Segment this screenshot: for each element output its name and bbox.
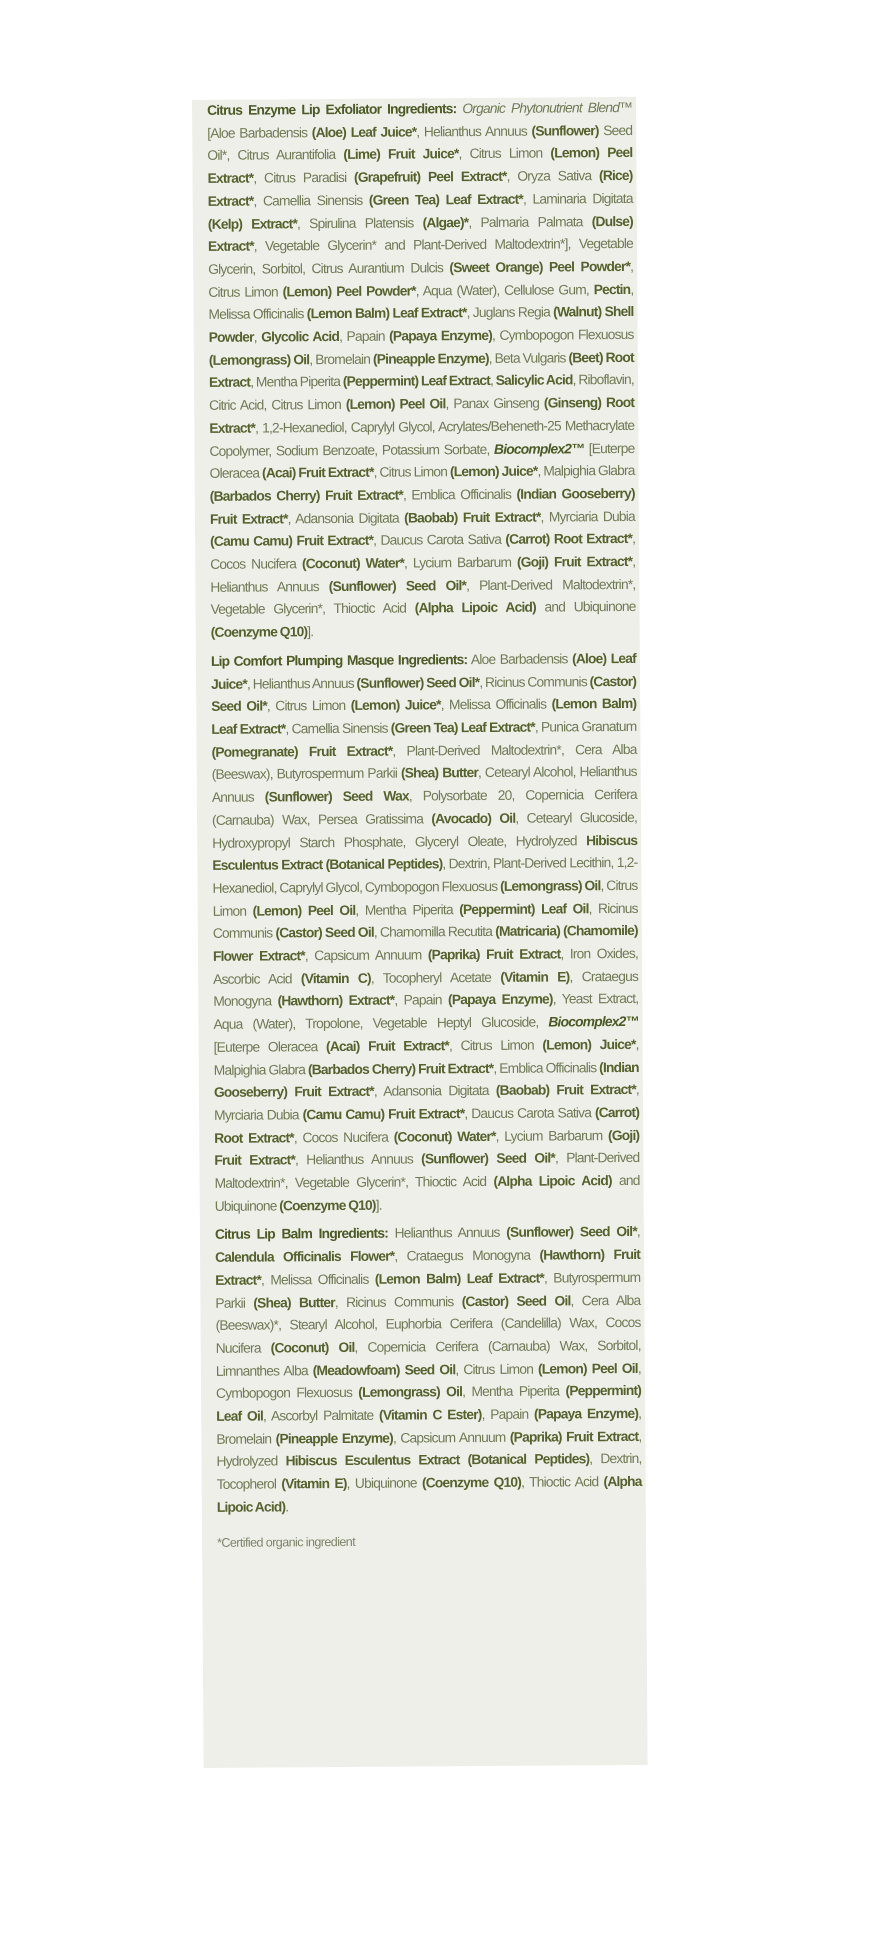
- section-heading: Citrus Enzyme Lip Exfoliator Ingredients:: [207, 101, 457, 118]
- ingredient-text: , Cymbopogon Flexuosus: [491, 326, 634, 343]
- ingredient-highlight: (Castor) Seed Oil: [461, 1292, 571, 1309]
- ingredient-text: , Melissa Officinalis: [208, 281, 634, 323]
- ingredient-highlight: (Coenzyme Q10): [279, 1197, 376, 1214]
- ingredient-text: Helianthus Annuus: [387, 1225, 507, 1242]
- footnote: *Certified organic ingredient: [217, 1534, 356, 1550]
- ingredient-text: , Camellia Sinensis: [285, 720, 391, 737]
- ingredient-highlight: Hibiscus Esculentus Extract (Botanical Peptides): [212, 832, 638, 874]
- section-heading: Lip Comfort Plumping Masque Ingredients:: [210, 651, 468, 669]
- ingredient-highlight: (Coenzyme Q10): [421, 1474, 522, 1491]
- ingredient-highlight: (Baobab) Fruit Extract*: [495, 1082, 636, 1099]
- ingredient-highlight: (Meadowfoam) Seed Oil: [312, 1361, 456, 1378]
- ingredient-highlight: (Lemon) Peel Oil: [537, 1360, 638, 1377]
- ingredient-trademark: Organic Phytonutrient Blend™: [462, 99, 633, 117]
- ingredient-text: , Helianthus Annuus: [294, 1151, 422, 1168]
- ingredient-highlight: (Walnut) Shell Powder: [208, 304, 634, 345]
- ingredient-text: , Myrciaria Dubia: [540, 508, 635, 525]
- ingredient-text: , Mentha Piperita: [355, 901, 460, 918]
- ingredient-text: , Mentha Piperita: [250, 374, 343, 391]
- ingredient-highlight: Hibiscus Esculentus Extract (Botanical Peptides): [285, 1451, 590, 1469]
- ingredient-text: , Capsicum Annuum: [392, 1429, 510, 1446]
- ingredient-highlight: (Goji) Fruit Extract*: [214, 1127, 640, 1169]
- ingredient-text: and Ubiquinone: [214, 1172, 640, 1214]
- ingredient-text: , Citrus Limon: [212, 877, 638, 919]
- ingredient-highlight: (Ginseng) Root Extract*: [209, 395, 635, 436]
- ingredient-text: .: [285, 1499, 289, 1515]
- ingredient-highlight: (Sunflower) Seed Oil*: [328, 577, 467, 594]
- ingredient-text: , Chamomilla Recutita: [373, 924, 496, 941]
- ingredient-text: , Citrus Limon: [455, 1361, 539, 1377]
- ingredient-highlight: (Sweet Orange) Peel Powder*: [449, 258, 631, 276]
- ingredient-text: , Melissa Officinalis: [260, 1271, 375, 1288]
- ingredient-text: , Citrus Limon: [458, 145, 551, 162]
- ingredient-highlight: (Papaya Enzyme): [533, 1405, 639, 1422]
- ingredient-highlight: (Camu Camu) Fruit Extract*: [210, 533, 374, 550]
- ingredient-highlight: [494, 441, 584, 457]
- ingredient-text: , Hydrolyzed: [216, 1428, 642, 1470]
- ingredient-highlight: (Lemongrass) Oil: [500, 878, 601, 894]
- ingredient-text: , Papain: [481, 1406, 535, 1423]
- ingredient-highlight: (Peppermint) Leaf Extract: [342, 373, 491, 390]
- ingredient-text: ].: [375, 1197, 382, 1213]
- ingredient-trademark: Biocomplex2™: [493, 440, 585, 457]
- ingredient-text: , Helianthus Annuus: [210, 553, 636, 595]
- ingredient-highlight: (Vitamin C Ester): [378, 1407, 482, 1423]
- ingredient-text: , Helianthus Annuus: [416, 123, 532, 140]
- ingredient-text: , Melissa Officinalis: [440, 696, 552, 713]
- ingredient-text: , Cymbopogon Flexuosus: [215, 1360, 641, 1402]
- ingredient-text: , Daucus Carota Sativa: [464, 1105, 595, 1122]
- ingredient-highlight: (Coconut) Oil: [270, 1339, 355, 1356]
- ingredient-highlight: (Pineapple Enzyme): [372, 350, 489, 367]
- ingredient-text: , Adansonia Digitata: [287, 510, 405, 526]
- ingredient-highlight: (Barbados Cherry) Fruit Extract*: [307, 1060, 494, 1077]
- ingredient-text: , Ricinus Communis: [212, 900, 638, 942]
- ingredient-highlight: (Castor) Seed Oil*: [211, 673, 637, 715]
- ingredient-highlight: (Avocado) Oil: [431, 810, 516, 827]
- ingredient-highlight: (Coconut) Water*: [393, 1128, 496, 1145]
- ingredient-highlight: (Lemon) Peel Oil: [345, 396, 446, 413]
- ingredient-text: , Citrus Limon: [448, 1037, 543, 1054]
- ingredient-highlight: (Barbados Cherry) Fruit Extract*: [209, 487, 403, 504]
- ingredient-text: , Cocos Nucifera: [293, 1129, 394, 1145]
- ingredient-text: ].: [307, 624, 314, 640]
- ingredient-highlight: (Sunflower): [531, 122, 599, 139]
- ingredient-text: , Papain: [339, 328, 390, 345]
- ingredient-highlight: (Alpha Lipoic Acid): [493, 1173, 612, 1189]
- ingredient-highlight: (Lime) Fruit Juice*: [343, 146, 459, 163]
- ingredient-highlight: (Indian Gooseberry) Fruit Extract*: [213, 1059, 639, 1101]
- ingredient-text: , Bromelain: [216, 1405, 642, 1447]
- ingredient-text: , Cetearyl Alcohol, Helianthus Annuus: [211, 764, 637, 805]
- ingredient-list: [207, 100, 635, 640]
- ingredient-text: , Citrus Limon: [373, 464, 450, 480]
- ingredient-text: , Bromelain: [309, 351, 374, 367]
- ingredient-text: , Riboflavin, Citric Acid, Citrus Limon: [209, 372, 634, 414]
- ingredient-highlight: (Lemon) Juice*: [449, 463, 538, 480]
- ingredient-highlight: (Camu Camu) Fruit Extract*: [302, 1106, 465, 1123]
- ingredient-highlight: (Alpha Lipoic Acid): [414, 600, 536, 616]
- ingredient-text: , Tocopheryl Acetate: [370, 969, 501, 986]
- ingredient-highlight: (Lemon) Peel Extract*: [207, 145, 633, 187]
- ingredient-text: , Ricinus Communis: [479, 673, 590, 690]
- ingredient-text: , Yeast Extract, Aqua (Water), Tropolone, Vegetable Heptyl Glucoside,: [213, 991, 639, 1032]
- ingredient-highlight: (Indian Gooseberry) Fruit Extract*: [209, 485, 635, 527]
- ingredient-highlight: Salicylic Acid: [495, 372, 573, 389]
- ingredient-highlight: (Lemon Balm) Leaf Extract*: [374, 1270, 545, 1287]
- ingredient-highlight: (Kelp) Extract*: [207, 215, 298, 232]
- ingredient-text: , Lycium Barbarum: [495, 1127, 609, 1144]
- ingredient-highlight: (Peppermint) Leaf Oil: [216, 1383, 642, 1424]
- ingredient-highlight: (Lemongrass) Oil: [208, 351, 310, 368]
- ingredient-text: , Emblica Officinalis: [402, 486, 517, 503]
- ingredient-highlight: (Paprika) Fruit Extract: [509, 1428, 639, 1445]
- ingredient-text: , Copernicia Cerifera (Carnauba) Wax, Sorbitol, Limnanthes Alba: [215, 1337, 641, 1379]
- ingredient-text: Aloe Barbadensis: [467, 651, 573, 667]
- ingredient-text: , Panax Ginseng: [445, 395, 544, 412]
- ingredient-text: , Butyrospermum Parkii: [215, 1269, 641, 1311]
- ingredient-text: , Crataegus Monogyna: [213, 968, 639, 1010]
- ingredient-text: , Citrus Limon: [208, 258, 634, 300]
- ingredient-text: , Camellia Sinensis: [253, 192, 369, 209]
- ingredient-text: , Spirulina Platensis: [296, 214, 423, 231]
- ingredient-list: [211, 651, 640, 1214]
- ingredient-text: , Capsicum Annuum: [304, 947, 428, 964]
- ingredient-highlight: [548, 1014, 638, 1030]
- ingredient-text: , Helianthus Annuus: [246, 675, 357, 692]
- ingredient-text: , Vegetable Glycerin* and Plant-Derived Maltodextrin*], Vegetable Glycerin, Sorbitol, Citrus Aurantium Dulcis: [208, 236, 634, 277]
- ingredient-highlight: (Carrot) Root Extract*: [214, 1104, 640, 1146]
- ingredient-highlight: (Acai) Fruit Extract*: [325, 1038, 450, 1054]
- ingredient-highlight: (Paprika) Fruit Extract: [427, 946, 561, 963]
- section-plumping-masque: [211, 648, 640, 1219]
- ingredient-text: , Myrciaria Dubia: [214, 1082, 639, 1123]
- ingredient-highlight: (Sunflower) Seed Oil*: [506, 1224, 637, 1241]
- section-heading: Citrus Lip Balm Ingredients:: [214, 1226, 389, 1243]
- ingredient-text: , Cocos Nucifera: [210, 531, 636, 572]
- ingredient-text: [Euterpe Oleracea: [209, 440, 635, 482]
- ingredient-highlight: (Vitamin C): [300, 970, 371, 986]
- ingredient-highlight: (Sunflower) Seed Oil*: [421, 1150, 556, 1167]
- ingredient-text: , Daucus Carota Sativa: [373, 532, 506, 549]
- ingredient-highlight: (Green Tea) Leaf Extract*: [390, 719, 535, 736]
- ingredients-label: [192, 97, 648, 1768]
- ingredient-text: , Beta Vulgaris: [488, 350, 569, 366]
- ingredient-text: [Euterpe Oleracea: [213, 1038, 327, 1055]
- ingredient-highlight: (Lemon) Juice*: [350, 697, 441, 714]
- ingredient-text: , Aqua (Water), Cellulose Gum,: [415, 281, 594, 299]
- ingredient-text: , Iron Oxides, Ascorbic Acid: [213, 945, 639, 987]
- ingredient-text: , Crataegus Monogyna: [394, 1247, 540, 1264]
- ingredient-highlight: (Hawthorn) Fruit Extract*: [215, 1247, 641, 1288]
- ingredient-text: , Malpighia Glabra: [537, 463, 635, 479]
- ingredient-highlight: (Shea) Butter: [253, 1294, 335, 1311]
- ingredient-text: , Dextrin, Plant-Derived Lecithin, 1,2-Hexanediol, Caprylyl Glycol, Cymbopogon Flexuosus: [212, 855, 638, 896]
- ingredient-highlight: (Lemon Balm) Leaf Extract*: [211, 696, 637, 737]
- ingredient-highlight: (Matricaria) (Chamomile) Flower Extract*: [212, 923, 638, 964]
- ingredient-text: , Ascorbyl Palmitate: [262, 1407, 380, 1424]
- ingredient-text: [Aloe Barbadensis: [207, 124, 312, 141]
- ingredient-text: , Papain: [394, 992, 449, 1009]
- ingredient-text: , Malpighia Glabra: [213, 1036, 639, 1078]
- ingredient-text: ,: [253, 329, 262, 345]
- ingredient-text: ,: [636, 1224, 640, 1240]
- ingredient-highlight: (Lemon) Peel Oil: [252, 902, 356, 919]
- ingredient-text: , Plant-Derived Maltodextrin*, Vegetable Glycerin*, Thioctic Acid: [210, 576, 636, 618]
- ingredient-text: , Palmaria Palmata: [468, 213, 592, 230]
- ingredient-text: , Adansonia Digitata: [373, 1083, 496, 1099]
- ingredient-highlight: (Pomegranate) Fruit Extract*: [211, 743, 393, 760]
- section-lip-balm: [215, 1221, 642, 1519]
- ingredient-text: and Ubiquinone: [535, 599, 636, 616]
- ingredient-text: , Citrus Paradisi: [253, 169, 355, 186]
- ingredient-highlight: (Green Tea) Leaf Extract*: [368, 191, 524, 208]
- ingredient-highlight: (Lemongrass) Oil: [358, 1384, 463, 1401]
- ingredient-text: , Emblica Officinalis: [493, 1059, 600, 1076]
- ingredient-text: , Punica Granatum: [534, 718, 637, 735]
- ingredient-highlight: (Algae)*: [422, 214, 469, 230]
- ingredient-text: , Polysorbate 20, Copernicia Cerifera (Carnauba) Wax, Persea Gratissima: [211, 787, 637, 828]
- ingredient-text: , Laminaria Digitata: [522, 190, 633, 207]
- ingredient-text: ,: [489, 373, 496, 389]
- ingredient-highlight: (Papaya Enzyme): [447, 991, 553, 1008]
- ingredient-text: , Cera Alba (Beeswax)*, Stearyl Alcohol, Euphorbia Cerifera (Candelilla) Wax, Cocos Nucifera: [215, 1292, 641, 1356]
- ingredient-highlight: (Lemon) Peel Powder*: [282, 283, 416, 299]
- ingredient-text: Seed Oil*, Citrus Aurantifolia: [207, 122, 633, 164]
- ingredient-highlight: Pectin: [593, 281, 631, 297]
- ingredient-highlight: (Shea) Butter: [400, 765, 479, 781]
- ingredient-text: , Lycium Barbarum: [403, 554, 518, 571]
- ingredient-highlight: (Grapefruit) Peel Extract*: [353, 168, 507, 185]
- ingredient-highlight: (Lemon) Juice*: [542, 1036, 636, 1053]
- ingredient-highlight: (Pineapple Enzyme): [275, 1430, 393, 1447]
- ingredient-text: , Plant-Derived Maltodextrin*, Cera Alba (Beeswax), Butyrospermum Parkii: [211, 741, 637, 783]
- ingredient-text: , Thioctic Acid: [520, 1474, 604, 1490]
- ingredient-highlight: (Sunflower) Seed Oil*: [356, 674, 480, 691]
- ingredient-highlight: (Rice) Extract*: [207, 168, 633, 209]
- ingredient-highlight: (Acai) Fruit Extract*: [261, 464, 374, 481]
- ingredient-highlight: (Papaya Enzyme): [389, 327, 493, 344]
- ingredient-text: , Oryza Sativa: [506, 168, 600, 184]
- ingredient-highlight: (Dulse) Extract*: [207, 213, 633, 255]
- ingredient-highlight: (Coenzyme Q10): [210, 624, 308, 641]
- ingredient-text: , Plant-Derived Maltodextrin*, Vegetable Glycerin*, Thioctic Acid: [214, 1150, 640, 1191]
- ingredient-highlight: (Carrot) Root Extract*: [505, 531, 633, 548]
- ingredient-text: , Ricinus Communis: [334, 1293, 462, 1310]
- ingredient-highlight: (Aloe) Leaf Juice*: [211, 650, 636, 692]
- ingredient-highlight: (Castor) Seed Oil: [275, 925, 374, 941]
- ingredient-highlight: (Alpha Lipoic Acid): [216, 1474, 642, 1515]
- ingredient-highlight: Glycolic Acid: [261, 329, 340, 345]
- ingredient-text: , 1,2-Hexanediol, Caprylyl Glycol, Acrylates/Beheneth-25 Methacrylate Copolymer, Sodium Benzoate, Potassium Sorbate,: [209, 417, 635, 459]
- ingredient-highlight: (Lemon Balm) Leaf Extract*: [306, 305, 467, 322]
- ingredient-highlight: (Coconut) Water*: [301, 555, 405, 572]
- ingredient-highlight: (Hawthorn) Extract*: [277, 993, 395, 1009]
- ingredient-trademark: Biocomplex2™: [548, 1014, 639, 1030]
- section-lip-exfoliator: [207, 97, 636, 645]
- ingredient-highlight: (Goji) Fruit Extract*: [516, 554, 633, 570]
- ingredient-text: , Mentha Piperita: [462, 1383, 566, 1400]
- ingredient-list: [215, 1224, 642, 1514]
- ingredient-highlight: (Sunflower) Seed Wax: [264, 788, 409, 805]
- ingredient-highlight: (Vitamin E): [500, 969, 570, 985]
- ingredient-text: , Dextrin, Tocopherol: [216, 1451, 642, 1493]
- ingredient-text: , Juglans Regia: [466, 304, 554, 321]
- ingredient-highlight: (Vitamin E): [281, 1476, 347, 1492]
- ingredient-text: , Ubiquinone: [346, 1475, 422, 1492]
- ingredient-text: , Citrus Limon: [266, 698, 351, 714]
- ingredient-highlight: (Beet) Root Extract: [208, 349, 634, 391]
- ingredient-highlight: Calendula Officinalis Flower*: [215, 1248, 395, 1266]
- ingredient-highlight: (Peppermint) Leaf Oil: [459, 900, 589, 917]
- ingredient-highlight: (Baobab) Fruit Extract*: [404, 509, 541, 526]
- ingredient-text: , Cetearyl Glucoside, Hydroxypropyl Starch Phosphate, Glyceryl Oleate, Hydrolyzed: [212, 809, 638, 851]
- ingredient-highlight: (Aloe) Leaf Juice*: [311, 124, 417, 140]
